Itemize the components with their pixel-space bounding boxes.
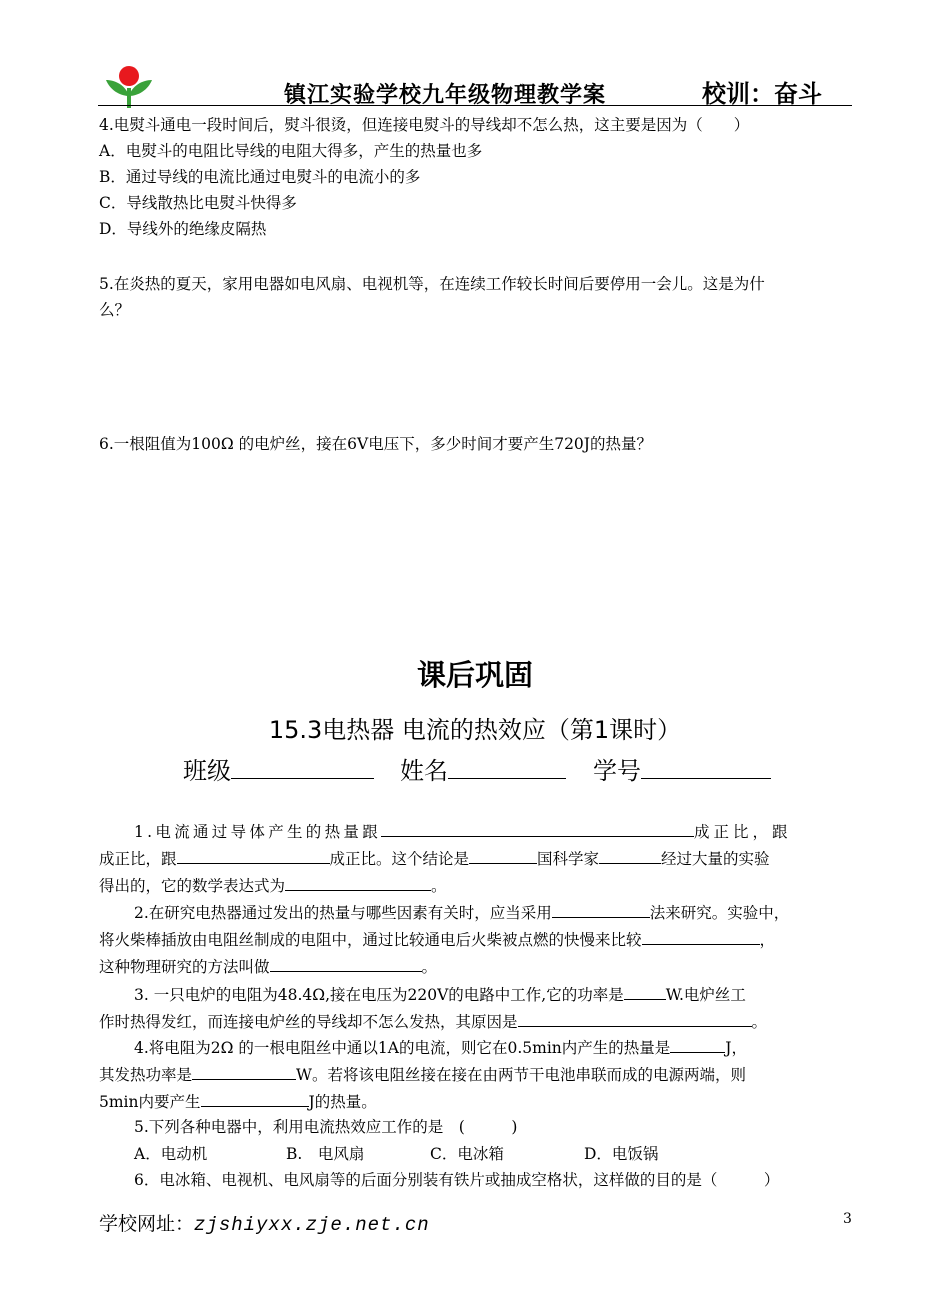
exercise-4-blank-1[interactable] [670,1037,725,1053]
school-title: 镇江实验学校九年级物理教学案 [284,83,607,108]
exercise-4-text-f: J的热量。 [308,1093,377,1111]
class-label: 班级 [183,757,231,785]
exercise-2-text-a: 2.在研究电热器通过发出的热量与哪些因素有关时，应当采用 [134,904,552,922]
footer-site-url[interactable]: zjshiyxx.zje.net.cn [194,1214,430,1236]
q4-option-c: C．导线散热比电熨斗快得多 [99,194,297,212]
exercise-2-blank-2[interactable] [642,929,760,945]
exercise-1-line3 [99,875,447,896]
exercise-5-option-a: A．电动机 [134,1145,208,1163]
class-blank[interactable] [231,756,374,779]
question-6: 6.一根阻值为100Ω 的电炉丝，接在6V电压下，多少时间才要产生720J的热量？ [99,435,653,453]
q4-option-b: B．通过导线的电流比通过电熨斗的电流小的多 [99,168,421,186]
exercise-2-text-d: ， [759,931,776,949]
question-5-line2: 么？ [99,301,131,319]
student-id-field [593,751,771,786]
header-rule [98,105,852,106]
exercise-1-line1 [134,821,792,842]
q4-option-a: A．电熨斗的电阻比导线的电阻大得多，产生的热量也多 [99,142,483,160]
exercise-4-line3 [99,1091,377,1112]
exercise-1-text-d: 成正比。这个结论是 [329,850,470,868]
section-subtitle: 15.3电热器 电流的热效应（第1课时） [268,716,682,744]
exercise-2-blank-1[interactable] [552,902,650,918]
exercise-2-text-f: 。 [421,958,438,976]
exercise-3-text-b: W.电炉丝工 [665,986,746,1004]
exercise-2-text-e: 这种物理研究的方法叫做 [99,958,270,976]
student-id-blank[interactable] [641,756,771,779]
school-logo [104,64,154,110]
exercise-5-option-d: D．电饭锅 [584,1145,659,1163]
exercise-4-text-d: W。若将该电阻丝接在接在由两节干电池串联而成的电源两端，则 [296,1066,746,1084]
exercise-4-blank-3[interactable] [201,1091,309,1107]
class-field [183,751,374,786]
exercise-2-blank-3[interactable] [270,956,422,972]
exercise-1-text-f: 经过大量的实验 [661,850,770,868]
q4-option-d: D．导线外的绝缘皮隔热 [99,220,267,238]
exercise-3-blank-2[interactable] [518,1011,752,1027]
exercise-2-line1 [134,902,789,923]
exercise-3-text-c: 作时热得发红，而连接电炉丝的导线却不怎么发热，其原因是 [99,1013,518,1031]
footer-site [99,1209,430,1236]
exercise-1-text-a: 1.电流通过导体产生的热量跟 [134,823,381,841]
exercise-1-text-h: 。 [431,877,447,895]
footer-site-label: 学校网址： [99,1213,195,1235]
exercise-1-blank-1[interactable] [381,821,694,837]
exercise-2-line3 [99,956,437,977]
exercise-4-blank-2[interactable] [192,1064,296,1080]
name-blank[interactable] [448,756,566,779]
exercise-1-text-c: 成正比，跟 [99,850,177,868]
exercise-4-text-a: 4.将电阻为2Ω 的一根电阻丝中通以1A的电流，则它在0.5min内产生的热量是 [134,1039,671,1057]
exercise-4-line2 [99,1064,746,1085]
exercise-1-text-b: 成正比，跟 [694,823,792,841]
exercise-3-line2 [99,1011,767,1032]
page-number: 3 [843,1211,852,1227]
exercise-3-text-a: 3. 一只电炉的电阻为48.4Ω,接在电压为220V的电路中工作,它的功率是 [134,986,624,1004]
exercise-2-text-c: 将火柴棒插放由电阻丝制成的电阻中，通过比较通电后火柴被点燃的快慢来比较 [99,931,642,949]
exercise-3-line1 [134,984,746,1005]
question-4: 4.电熨斗通电一段时间后，熨斗很烫，但连接电熨斗的导线却不怎么热，这主要是因为（ ） [99,116,750,134]
section-title: 课后巩固 [416,658,533,692]
exercise-3-blank-1[interactable] [624,984,666,1000]
name-field [400,751,566,786]
exercise-2-line2 [99,929,775,950]
exercise-5: 5.下列各种电器中，利用电流热效应工作的是 ( ) [134,1118,518,1136]
question-5-line1: 5.在炎热的夏天，家用电器如电风扇、电视机等，在连续工作较长时间后要停用一会儿。这是为什 [99,275,765,293]
school-motto: 校训：奋斗 [702,80,822,108]
exercise-5-option-b: B. 电风扇 [286,1145,365,1163]
exercise-5-option-c: C．电冰箱 [430,1145,504,1163]
exercise-1-blank-3[interactable] [469,848,537,864]
exercise-4-line1 [134,1037,747,1058]
exercise-4-text-b: J， [725,1039,747,1057]
exercise-3-text-d: 。 [751,1013,768,1031]
exercise-1-text-g: 得出的，它的数学表达式为 [99,877,286,895]
name-label: 姓名 [400,757,448,785]
exercise-4-text-e: 5min内要产生 [99,1093,201,1111]
exercise-4-text-c: 其发热功率是 [99,1066,193,1084]
logo-icon [104,64,154,110]
exercise-1-blank-4[interactable] [599,848,661,864]
exercise-2-text-b: 法来研究。实验中， [649,904,790,922]
exercise-6: 6．电冰箱、电视机、电风扇等的后面分别装有铁片或抽成空格状，这样做的目的是（ ） [134,1171,780,1189]
exercise-1-blank-2[interactable] [177,848,330,864]
student-id-label: 学号 [593,757,641,785]
exercise-1-line2 [99,848,770,869]
exercise-1-text-e: 国科学家 [537,850,600,868]
exercise-1-blank-5[interactable] [285,875,431,891]
